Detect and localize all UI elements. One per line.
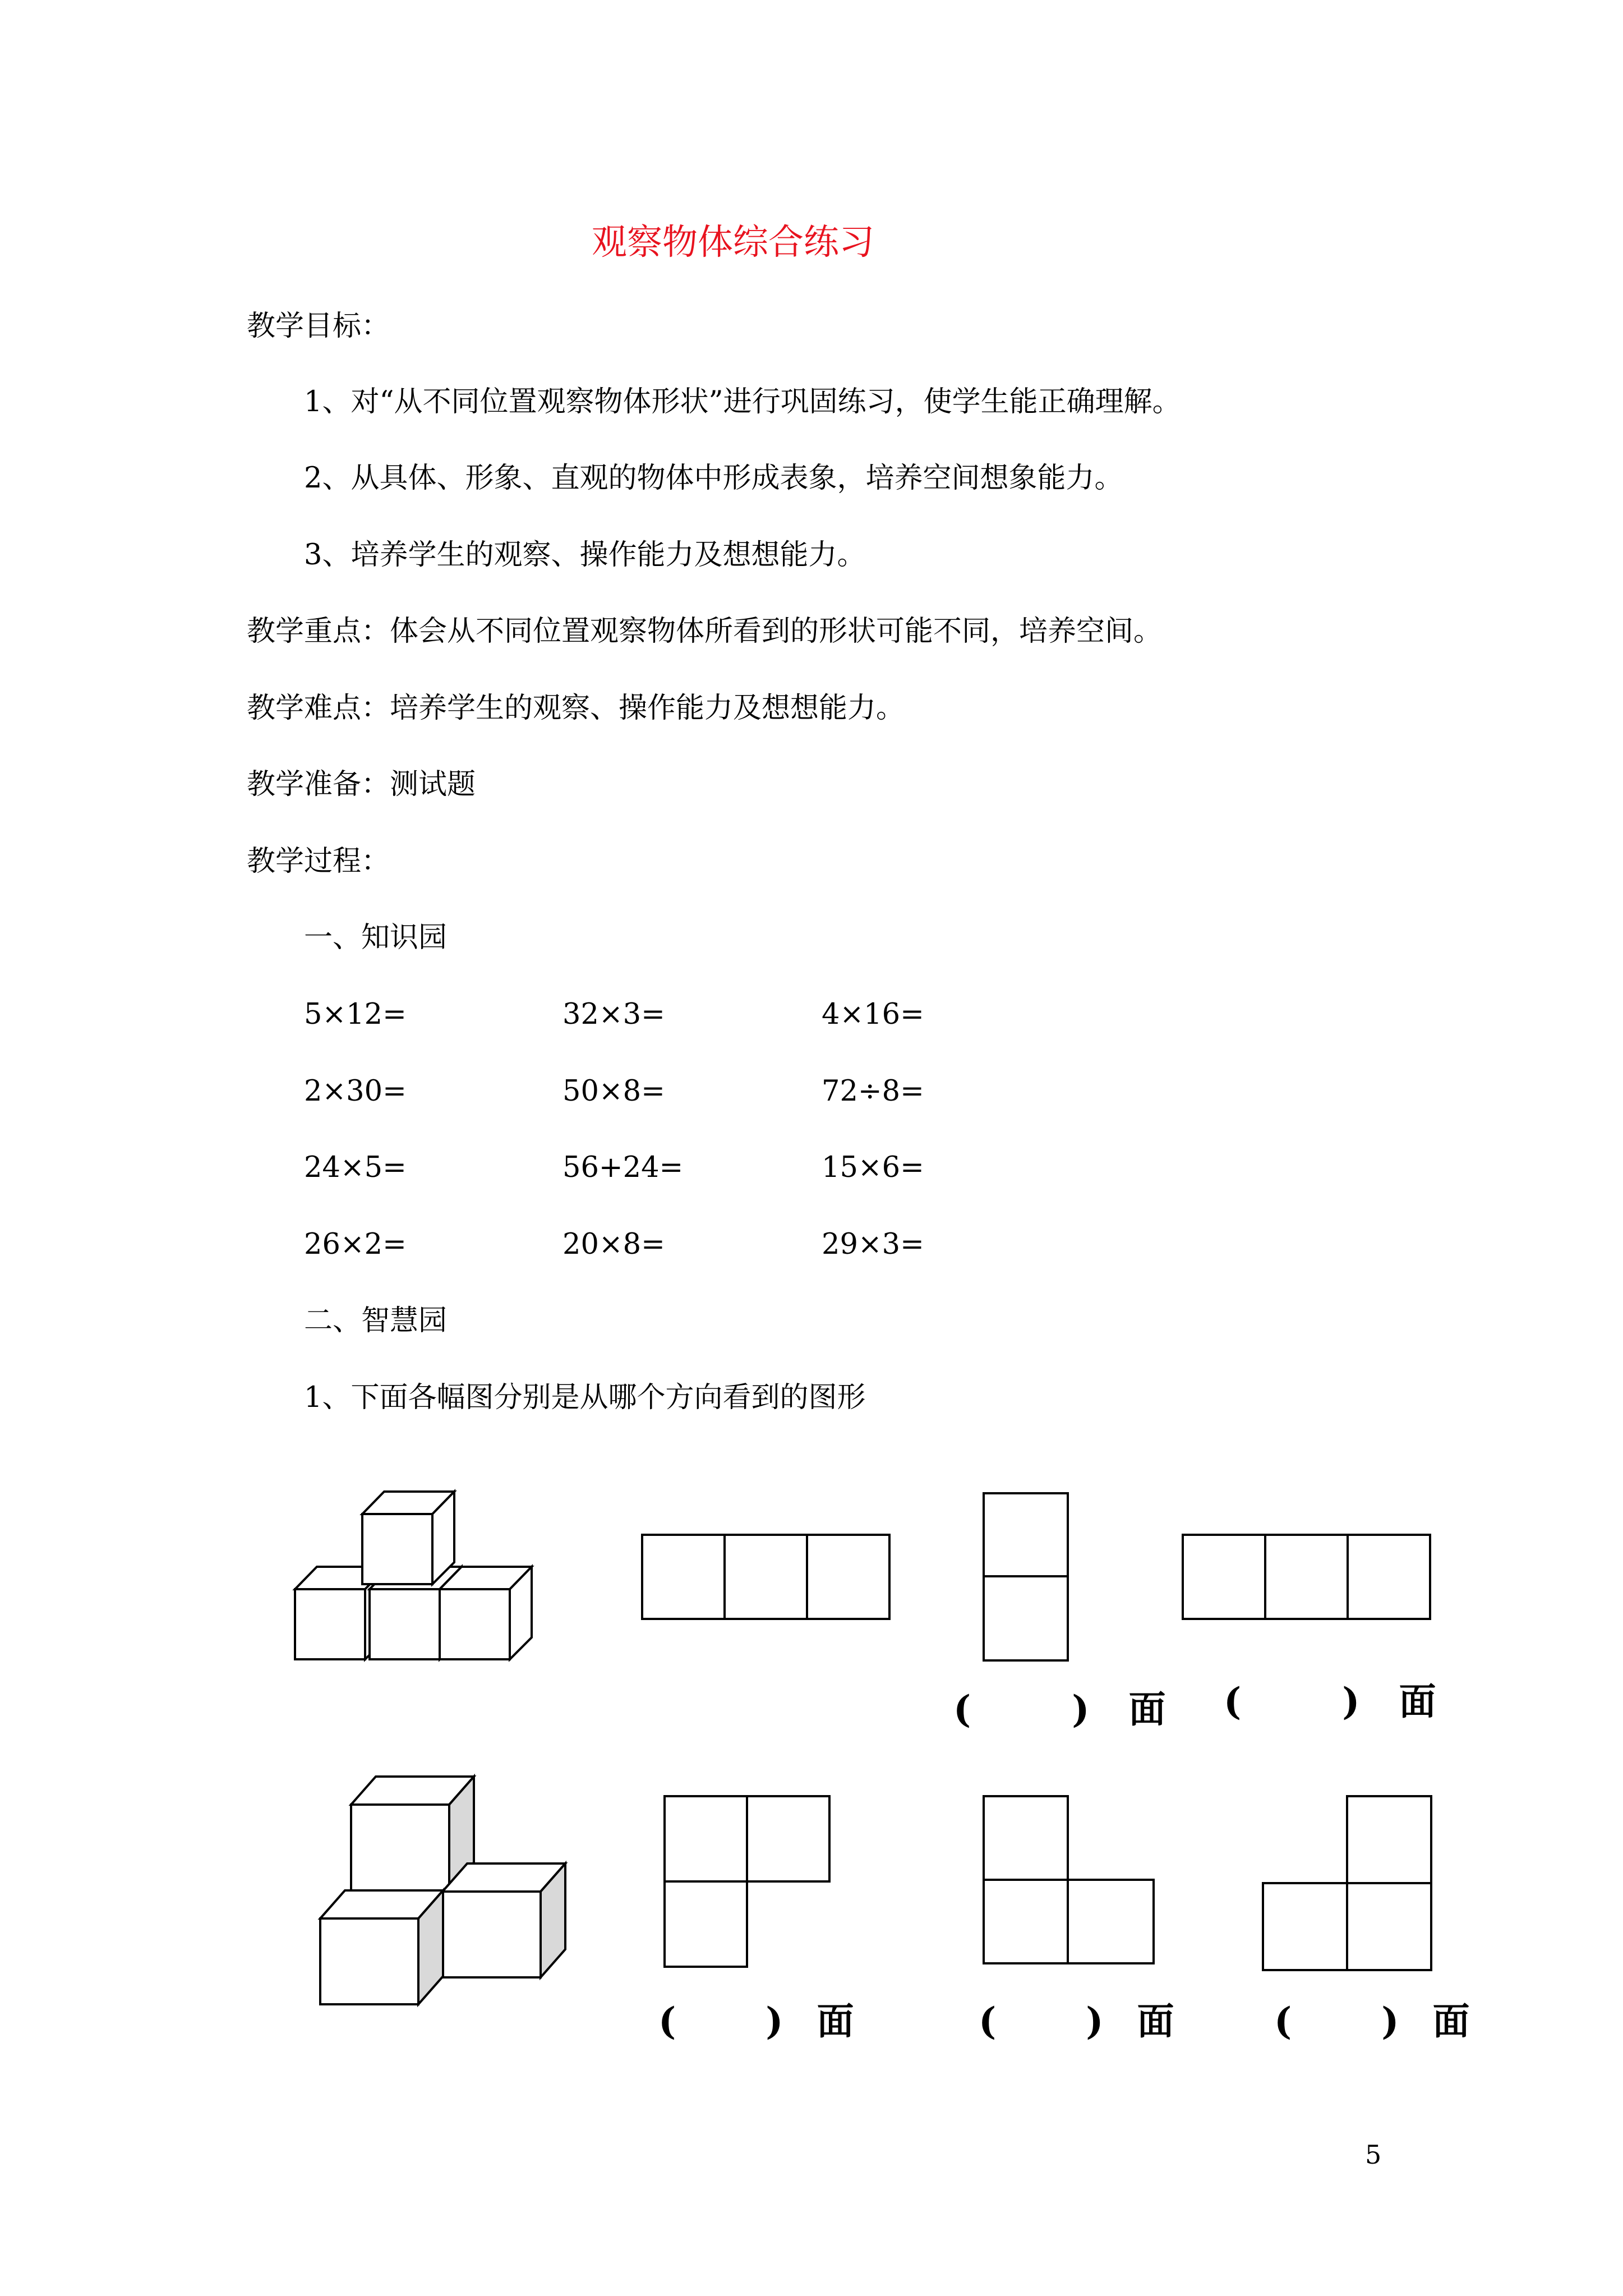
page-title: 观察物体综合练习 <box>592 222 874 263</box>
calc-item: 50×8= <box>562 1075 665 1108</box>
answer-blank: ( ) 面 <box>979 1999 1174 2043</box>
calc-item: 20×8= <box>562 1228 665 1261</box>
view-l-shape-top-two <box>663 1795 832 1968</box>
section-wisdom: 二、智慧园 <box>304 1304 448 1337</box>
answer-blank: ( ) 面 <box>1274 1999 1470 2043</box>
calc-item: 56+24= <box>562 1151 684 1184</box>
cube-figure-2 <box>314 1773 572 2008</box>
calc-item: 29×3= <box>822 1228 924 1261</box>
calc-item: 5×12= <box>304 998 407 1031</box>
key-point: 教学重点：体会从不同位置观察物体所看到的形状可能不同，培养空间。 <box>247 615 1163 648</box>
calc-item: 26×2= <box>304 1228 407 1261</box>
view-three-squares <box>1182 1534 1432 1620</box>
calc-item: 72÷8= <box>822 1075 924 1108</box>
goal-item: 2、从具体、形象、直观的物体中形成表象，培养空间想象能力。 <box>304 462 1123 495</box>
preparation: 教学准备：测试题 <box>247 768 476 801</box>
calc-item: 15×6= <box>822 1151 924 1184</box>
difficulty: 教学难点：培养学生的观察、操作能力及想想能力。 <box>247 692 905 725</box>
process-heading: 教学过程： <box>247 845 390 878</box>
view-l-shape-bottom-two <box>983 1795 1155 1964</box>
answer-blank: ( ) 面 <box>658 1999 854 2043</box>
calc-item: 24×5= <box>304 1151 407 1184</box>
goal-item: 3、培养学生的观察、操作能力及想想能力。 <box>304 539 866 572</box>
view-two-stacked-squares <box>983 1492 1069 1662</box>
calc-item: 2×30= <box>304 1075 407 1108</box>
view-reverse-l-shape <box>1262 1795 1432 1971</box>
answer-blank: ( ) 面 <box>953 1687 1166 1731</box>
cube-figure-1 <box>292 1489 550 1663</box>
section-knowledge: 一、知识园 <box>304 921 448 954</box>
view-three-squares <box>641 1534 891 1620</box>
calc-item: 4×16= <box>822 998 924 1031</box>
calc-item: 32×3= <box>562 998 665 1031</box>
goal-item: 1、对“从不同位置观察物体形状”进行巩固练习，使学生能正确理解。 <box>304 385 1181 418</box>
page-number: 5 <box>1365 2139 1382 2170</box>
question-1: 1、下面各幅图分别是从哪个方向看到的图形 <box>304 1381 866 1414</box>
goals-heading: 教学目标： <box>247 310 390 343</box>
answer-blank: ( ) 面 <box>1224 1680 1436 1723</box>
